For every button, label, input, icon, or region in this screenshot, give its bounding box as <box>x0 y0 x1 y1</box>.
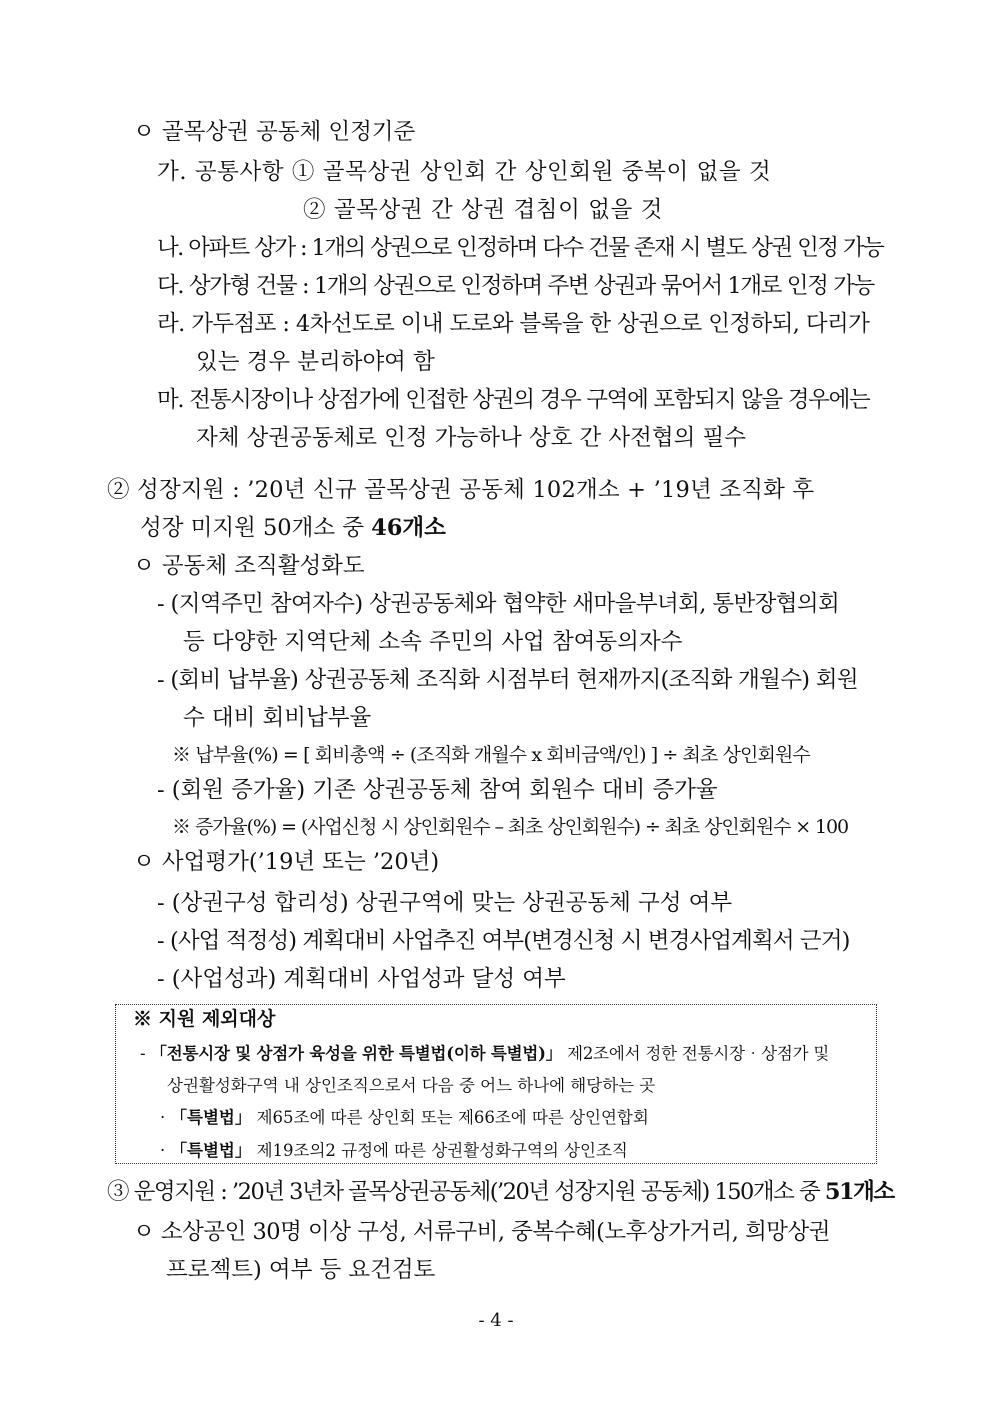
eval-item3: - (사업성과) 계획대비 사업성과 달성 여부 <box>157 966 566 992</box>
exclusion-line1-rest: 제2조에서 정한 전통시장‧상점가 및 <box>562 1044 830 1063</box>
criteria-ra-line2: 있는 경우 분리하야여 함 <box>196 349 435 375</box>
exclusion-line4 <box>160 1136 628 1166</box>
operation-line1 <box>107 1177 894 1207</box>
criteria-ga-line1: 가. 공통사항 ① 골목상권 상인회 간 상인회원 중복이 없을 것 <box>157 159 772 185</box>
exclusion-line1 <box>140 1039 829 1069</box>
eval-item1: - (상권구성 합리성) 상권구역에 맞는 상권공동체 구성 여부 <box>157 890 733 916</box>
org-item3-note: ※ 증가율(%) = (사업신청 시 상인회원수 – 최초 상인회원수) ÷ 최초 상인회원수 × 100 <box>172 816 849 838</box>
exclusion-line2: 상권활성화구역 내 상인조직으로서 다음 중 어느 하나에 해당하는 곳 <box>167 1076 656 1095</box>
org-item1-line1: - (지역주민 참여자수) 상권공동체와 협약한 새마을부녀회, 통반장협의회 <box>157 591 840 617</box>
criteria-ra-line1: 라. 가두점포 : 4차선도로 이내 도로와 블록을 한 상권으로 인정하되, 다리가 <box>157 311 870 337</box>
exclusion-line3-rest: 제65조에 따른 상인회 또는 제66조에 따른 상인연합회 <box>251 1108 649 1127</box>
operation-count: 51개소 <box>824 1179 894 1205</box>
growth-count: 46개소 <box>371 515 446 541</box>
exclusion-line3-dot: · <box>160 1108 171 1127</box>
exclusion-line4-law: 「특별법」 <box>170 1141 252 1160</box>
criteria-ga-line2: ② 골목상권 간 상권 겹침이 없을 것 <box>303 197 663 223</box>
org-item1-line2: 등 다양한 지역단체 소속 주민의 사업 참여동의자수 <box>183 629 683 655</box>
org-heading: ㅇ 공동체 조직활성화도 <box>133 553 365 579</box>
exclusion-line4-dot: · <box>160 1141 171 1160</box>
operation-req-line2: 프로젝트) 여부 등 요건검토 <box>166 1257 436 1283</box>
criteria-da: 다. 상가형 건물 : 1개의 상권으로 인정하며 주변 상권과 묶어서 1개로 인정 가능 <box>157 273 874 299</box>
exclusion-title: ※ 지원 제외대상 <box>133 1008 276 1030</box>
eval-item2: - (사업 적정성) 계획대비 사업추진 여부(변경신청 시 변경사업계획서 근거) <box>157 928 850 954</box>
growth-line1: ② 성장지원 : ’20년 신규 골목상권 공동체 102개소 + ’19년 조직화 후 <box>107 477 815 503</box>
criteria-heading: ㅇ 골목상권 공동체 인정기준 <box>133 119 416 145</box>
exclusion-line3 <box>160 1103 649 1133</box>
operation-req-line1: ㅇ 소상공인 30명 이상 구성, 서류구비, 중복수혜(노후상가거리, 희망상권 <box>133 1219 831 1245</box>
page-number: - 4 - <box>478 1310 514 1331</box>
growth-line2-text: 성장 미지원 50개소 중 <box>140 515 372 541</box>
org-item2-note: ※ 납부율(%) = [ 회비총액 ÷ (조직화 개월수 x 회비금액/인) ] ÷ 최초 상인회원수 <box>172 744 810 766</box>
growth-line2 <box>140 513 446 543</box>
criteria-ma-line2: 자체 상권공동체로 인정 가능하나 상호 간 사전협의 필수 <box>196 425 746 451</box>
eval-heading: ㅇ 사업평가(’19년 또는 ’20년) <box>133 849 440 875</box>
exclusion-law-name: 「전통시장 및 상점가 육성을 위한 특별법(이하 특별법)」 <box>150 1044 563 1063</box>
exclusion-line4-rest: 제19조의2 규정에 따른 상권활성화구역의 상인조직 <box>251 1141 628 1160</box>
criteria-ma-line1: 마. 전통시장이나 상점가에 인접한 상권의 경우 구역에 포함되지 않을 경우에는 <box>157 387 870 413</box>
org-item3: - (회원 증가율) 기존 상권공동체 참여 회원수 대비 증가율 <box>157 777 718 803</box>
exclusion-line3-law: 「특별법」 <box>170 1108 252 1127</box>
org-item2-line2: 수 대비 회비납부율 <box>183 705 372 731</box>
org-item2-line1: - (회비 납부율) 상권공동체 조직화 시점부터 현재까지(조직화 개월수) 회원 <box>157 667 858 693</box>
exclusion-line1-dash: - <box>140 1044 151 1063</box>
operation-line1-text: ③ 운영지원 : ’20년 3년차 골목상권공동체(’20년 성장지원 공동체) 150개소 중 <box>107 1179 825 1205</box>
criteria-na: 나. 아파트 상가 : 1개의 상권으로 인정하며 다수 건물 존재 시 별도 상권 인정 가능 <box>157 235 884 261</box>
